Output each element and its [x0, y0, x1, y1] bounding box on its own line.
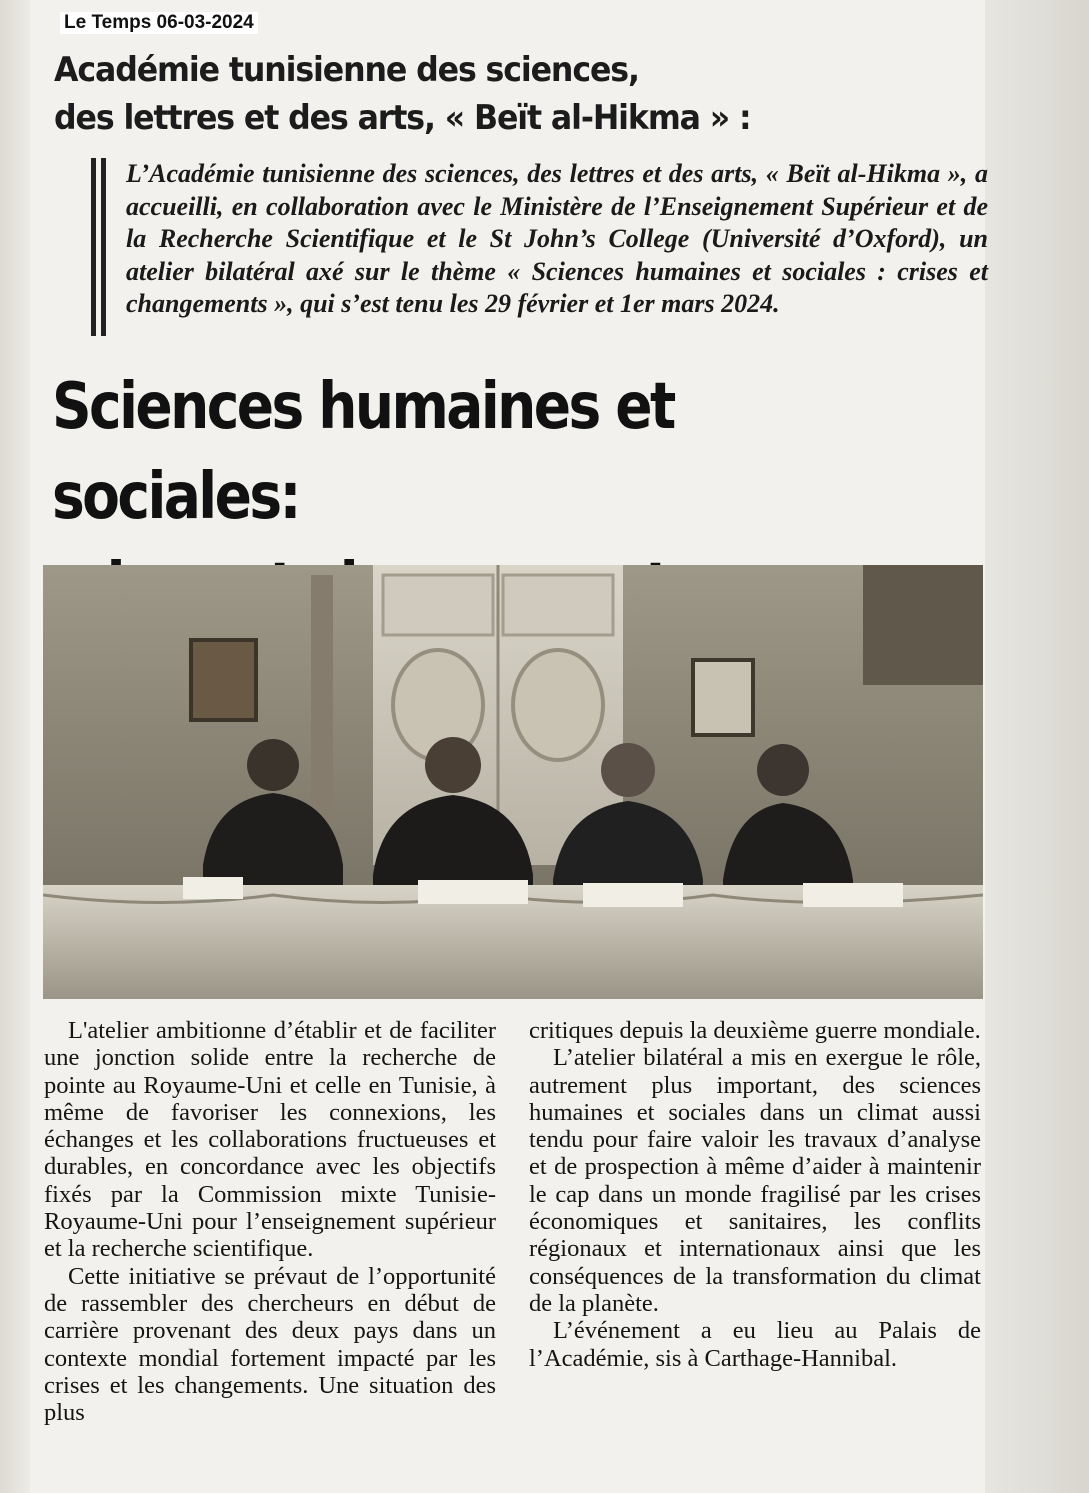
- lead-rule-right: [101, 158, 106, 336]
- lead-paragraph: L’Académie tunisienne des sciences, des lettres et des arts, « Beït al-Hikma », a accueilli, en collaboration avec le Ministère de l’Enseignement Supérieur et de la Recherche Scientifique et le St John’s College (Université d’Oxford), un atelier bilatéral axé sur le thème « Sciences humaines et sociales : crises et changements », qui s’est tenu les 29 février et 1er mars 2024.: [126, 159, 988, 318]
- body-paragraph-2: Cette initiative se prévaut de l’opportunité de rassembler des chercheurs en début de carrière provenant des deux pays dans un contexte mondial fortement impacté par les crises et les changements. Une situation des plus: [44, 1262, 496, 1427]
- body-paragraph-1: L'atelier ambitionne d’établir et de faciliter une jonction solide entre la recherche de pointe au Royaume-Uni et celle en Tunisie, à même de favoriser les connexions, les échanges et les collaborations fructueuses et durables, en concordance avec les objectifs fixés par la Commission mixte Tunisie-Royaume-Uni pour l’enseignement supérieur et la recherche scientifique.: [44, 1017, 496, 1263]
- kicker-line-2: des lettres et des arts, « Beït al-Hikma » :: [54, 98, 751, 138]
- kicker-line-1: Académie tunisienne des sciences,: [54, 50, 639, 90]
- kicker-heading: [54, 46, 891, 142]
- body-column-2: [529, 1017, 981, 1372]
- body-column-1: [44, 1017, 496, 1426]
- event-photo: [43, 565, 983, 999]
- body-paragraph-2-continued: critiques depuis la deuxième guerre mondiale.: [529, 1017, 981, 1044]
- source-line: Le Temps 06-03-2024: [60, 12, 258, 34]
- body-paragraph-4: L’événement a eu lieu au Palais de l’Académie, sis à Carthage-Hannibal.: [529, 1317, 981, 1372]
- body-paragraph-3: L’atelier bilatéral a mis en exergue le rôle, autrement plus important, des sciences humaines et sociales dans un climat aussi tendu pour faire valoir les travaux d’analyse et de prospection à même d’aider à maintenir le cap dans un monde fragilisé par les crises économiques et sanitaires, les conflits régionaux et internationaux ainsi que les conséquences de la transformation du climat de la planète.: [529, 1044, 981, 1317]
- scan-edge-right: [985, 0, 1089, 1493]
- event-photo-illustration: [43, 565, 983, 999]
- scan-edge-left: [0, 0, 30, 1493]
- headline-line-1: Sciences humaines et sociales:: [52, 370, 674, 534]
- lead-rule-left: [91, 158, 96, 336]
